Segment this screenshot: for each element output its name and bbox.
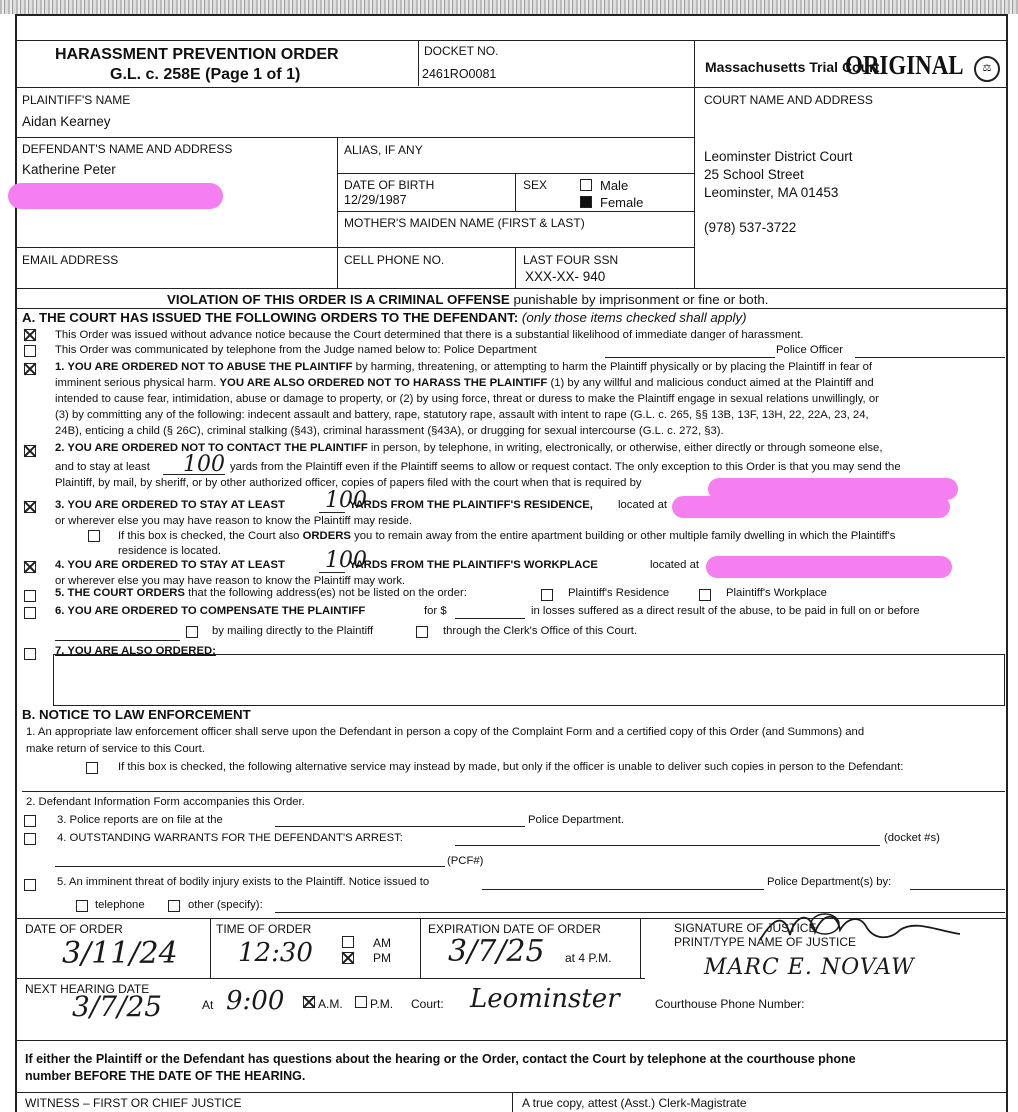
order-6-mail-label: by mailing directly to the Plaintiff bbox=[212, 625, 374, 637]
expiration-label: EXPIRATION DATE OF ORDER bbox=[428, 922, 601, 936]
time-of-order-label: TIME OF ORDER bbox=[216, 922, 312, 936]
signature-label: SIGNATURE OF JUSTICE bbox=[674, 921, 817, 935]
next-court-value: Leominster bbox=[470, 984, 620, 1014]
court-street: 25 School Street bbox=[704, 167, 804, 182]
notice-telephone-label: telephone bbox=[95, 899, 145, 911]
date-of-order-label: DATE OF ORDER bbox=[25, 922, 123, 936]
scan-header-strip bbox=[0, 0, 1018, 14]
order-5-workplace-checkbox[interactable] bbox=[699, 589, 711, 601]
time-pm-label: PM bbox=[373, 951, 391, 965]
order-2-line-c: Plaintiff, by mail, by sheriff, or by other authorized officer, copies of papers filed with the court when that is required by bbox=[55, 477, 642, 489]
courthouse-phone-label: Courthouse Phone Number: bbox=[655, 997, 805, 1011]
plaintiff-name: Aidan Kearney bbox=[22, 114, 111, 129]
next-am-label: A.M. bbox=[318, 997, 343, 1011]
court-city: Leominster, MA 01453 bbox=[704, 185, 839, 200]
justice-printed-name: MARC E. NOVAW bbox=[704, 955, 915, 980]
plaintiff-label: PLAINTIFF'S NAME bbox=[22, 93, 131, 107]
redaction-residence bbox=[672, 496, 950, 518]
time-am-label: AM bbox=[373, 936, 391, 950]
telephone-order-checkbox[interactable] bbox=[24, 345, 36, 357]
next-pm-checkbox[interactable] bbox=[355, 996, 367, 1008]
dob-value: 12/29/1987 bbox=[344, 193, 407, 207]
cell-phone-label: CELL PHONE NO. bbox=[344, 253, 445, 267]
order-2-stay-post: yards from the Plaintiff even if the Plaintiff seems to allow or request contact. The only exception to this Order is that you may send the bbox=[230, 461, 901, 473]
apartment-checkbox[interactable] bbox=[88, 530, 100, 542]
defendant-label: DEFENDANT'S NAME AND ADDRESS bbox=[22, 142, 233, 156]
alias-label: ALIAS, IF ANY bbox=[344, 143, 423, 157]
docket-label: DOCKET NO. bbox=[424, 44, 499, 58]
section-b-2: 2. Defendant Information Form accompanies this Order. bbox=[26, 796, 305, 808]
order-6-title: 6. YOU ARE ORDERED TO COMPENSATE THE PLAINTIFF bbox=[55, 605, 366, 617]
order-2-yards-value: 100 bbox=[183, 452, 225, 477]
next-am-checkbox[interactable] bbox=[303, 996, 315, 1008]
order-3-title-b: YARDS FROM THE PLAINTIFF'S RESIDENCE, bbox=[349, 499, 593, 511]
sex-female-checkbox[interactable] bbox=[580, 196, 592, 208]
order-5-checkbox[interactable] bbox=[24, 590, 36, 602]
next-at-label: At bbox=[202, 998, 214, 1012]
court-phone: (978) 537-3722 bbox=[704, 220, 797, 235]
expiration-value: 3/7/25 bbox=[448, 934, 545, 969]
ssn-label: LAST FOUR SSN bbox=[523, 253, 619, 267]
mother-maiden-label: MOTHER'S MAIDEN NAME (FIRST & LAST) bbox=[344, 216, 585, 230]
sex-female-label: Female bbox=[600, 195, 644, 210]
form-title: HARASSMENT PREVENTION ORDER bbox=[55, 46, 339, 63]
section-b-1-b: make return of service to this Court. bbox=[26, 743, 205, 755]
police-reports-checkbox[interactable] bbox=[24, 815, 36, 827]
order-6-clerk-checkbox[interactable] bbox=[416, 626, 428, 638]
justice-signature-icon bbox=[755, 910, 965, 950]
print-name-label: PRINT/TYPE NAME OF JUSTICE bbox=[674, 935, 857, 949]
police-officer-label: Police Officer bbox=[776, 344, 843, 356]
true-copy-label: A true copy, attest (Asst.) Clerk-Magistrate bbox=[522, 1096, 747, 1110]
defendant-name: Katherine Peter bbox=[22, 162, 116, 177]
order-4-located: located at bbox=[650, 559, 699, 571]
imminent-threat-checkbox[interactable] bbox=[24, 879, 36, 891]
order-1-line-a: 1. YOU ARE ORDERED NOT TO ABUSE THE PLAINTIFF by harming, threatening, or attempting to harm the Plaintiff physically or by placing the Plaintiff in fear of bbox=[55, 361, 873, 373]
warrants-checkbox[interactable] bbox=[24, 833, 36, 845]
order-2-stay-pre: and to stay at least bbox=[55, 461, 150, 473]
order-3-checkbox[interactable] bbox=[24, 501, 36, 513]
order-7-textbox[interactable] bbox=[53, 654, 1005, 706]
section-b-title: B. NOTICE TO LAW ENFORCEMENT bbox=[22, 707, 251, 722]
order-1-line-d: (3) by committing any of the following: indecent assault and battery, rape, statutory rape, assault with intent to rape (G.L. c. 265, §§ 13B, 13F, 13H, 22, 22A, 23, 24, bbox=[55, 409, 869, 421]
next-hearing-time: 9:00 bbox=[226, 986, 285, 1016]
order-3-line-b: or wherever else you may have reason to know the Plaintiff may reside. bbox=[55, 515, 413, 527]
order-6-for: for $ bbox=[424, 605, 447, 617]
order-5-residence-checkbox[interactable] bbox=[541, 589, 553, 601]
section-b-3-pre: 3. Police reports are on file at the bbox=[57, 814, 223, 826]
order-5-workplace-label: Plaintiff's Workplace bbox=[726, 587, 827, 599]
sex-label: SEX bbox=[523, 178, 548, 192]
order-5-text: 5. THE COURT ORDERS that the following address(es) not be listed on the order: bbox=[55, 587, 467, 599]
order-3-line-d: residence is located. bbox=[118, 545, 221, 557]
order-6-clerk-label: through the Clerk's Office of this Court. bbox=[443, 625, 638, 637]
order-3-line-c: If this box is checked, the Court also ORDERS you to remain away from the entire apartment building or other multiple family dwelling in which the Plaintiff's bbox=[118, 530, 896, 542]
date-of-order-value: 3/11/24 bbox=[62, 936, 178, 971]
next-hearing-date: 3/7/25 bbox=[72, 990, 163, 1023]
order-4-title-b: YARDS FROM THE PLAINTIFF'S WORKPLACE bbox=[349, 559, 598, 571]
next-hearing-label: NEXT HEARING DATE bbox=[25, 982, 150, 996]
original-stamp: ORIGINAL bbox=[845, 50, 964, 80]
email-label: EMAIL ADDRESS bbox=[22, 253, 119, 267]
order-2-line-a: 2. YOU ARE ORDERED NOT TO CONTACT THE PLAINTIFF in person, by telephone, in writing, electronically, or otherwise, either directly or through someone else, bbox=[55, 442, 883, 454]
section-b-1-c: If this box is checked, the following alternative service may instead by made, but only if the officer is unable to deliver such copies in person to the Defendant: bbox=[118, 761, 904, 773]
order-3-yards-value: 100 bbox=[325, 488, 367, 513]
order-6-checkbox[interactable] bbox=[24, 607, 36, 619]
order-2-checkbox[interactable] bbox=[24, 445, 36, 457]
sex-male-checkbox[interactable] bbox=[580, 179, 592, 191]
section-b-5-pre: 5. An imminent threat of bodily injury exists to the Plaintiff. Notice issued to bbox=[57, 876, 430, 888]
time-of-order-value: 12:30 bbox=[238, 938, 313, 968]
section-b-4-pcf: (PCF#) bbox=[447, 855, 484, 867]
court-system-title: Massachusetts Trial Court bbox=[705, 59, 880, 75]
expiration-suffix: at 4 P.M. bbox=[565, 951, 612, 965]
witness-label: WITNESS – FIRST OR CHIEF JUSTICE bbox=[25, 1096, 242, 1110]
court-name: Leominster District Court bbox=[704, 149, 853, 164]
order-4-checkbox[interactable] bbox=[24, 561, 36, 573]
order-1-line-c: intended to cause fear, intimidation, abuse or damage to property, or (2) by using force, threat or duress to make the Plaintiff engage in sexual relations unwillingly, or bbox=[55, 393, 879, 405]
redaction-defendant-address bbox=[8, 183, 223, 209]
telephone-order-text: This Order was communicated by telephone from the Judge named below to: Police Department bbox=[55, 344, 537, 356]
notice-telephone-checkbox[interactable] bbox=[76, 900, 88, 912]
court-seal-icon: ⚖ bbox=[974, 56, 1000, 82]
alt-service-checkbox[interactable] bbox=[86, 762, 98, 774]
order-1-line-e: 24B), enticing a child (§ 26C), criminal stalking (§43), criminal harassment (§43A), or drugging for sexual intercourse (G.L. c. 272, §3). bbox=[55, 425, 724, 437]
order-4-yards-value: 100 bbox=[325, 548, 367, 573]
redaction-workplace bbox=[706, 556, 952, 578]
docket-number: 2461RO0081 bbox=[422, 67, 497, 81]
notice-line-1: If either the Plaintiff or the Defendant has questions about the hearing or the Order, contact the Court by telephone at the courthouse phone bbox=[25, 1052, 856, 1066]
notice-line-2: number BEFORE THE DATE OF THE HEARING. bbox=[25, 1069, 306, 1083]
section-b-1-a: 1. An appropriate law enforcement officer shall serve upon the Defendant in person a copy of the Complaint Form and a certified copy of this Order (and Summons) and bbox=[26, 726, 865, 738]
order-1-checkbox[interactable] bbox=[24, 363, 36, 375]
order-4-title-a: 4. YOU ARE ORDERED TO STAY AT LEAST bbox=[55, 559, 285, 571]
order-1-line-b: imminent serious physical harm. YOU ARE ALSO ORDERED NOT TO HARASS THE PLAINTIFF (1) by any willful and malicious conduct aimed at the Plaintiff and bbox=[55, 377, 874, 389]
order-5-residence-label: Plaintiff's Residence bbox=[568, 587, 670, 599]
sex-male-label: Male bbox=[600, 178, 629, 193]
section-b-3-post: Police Department. bbox=[528, 814, 625, 826]
advance-notice-text: This Order was issued without advance notice because the Court determined that there is a substantial likelihood of immediate danger of harassment. bbox=[55, 329, 804, 341]
violation-banner: VIOLATION OF THIS ORDER IS A CRIMINAL OFFENSE punishable by imprisonment or fine or both. bbox=[167, 292, 769, 307]
order-3-located: located at bbox=[618, 499, 667, 511]
time-pm-checkbox[interactable] bbox=[342, 952, 354, 964]
section-a-title: A. THE COURT HAS ISSUED THE FOLLOWING ORDERS TO THE DEFENDANT: (only those items checked shall apply) bbox=[22, 310, 747, 325]
order-4-line-b: or wherever else you may have reason to know the Plaintiff may work. bbox=[55, 575, 406, 587]
time-am-checkbox[interactable] bbox=[342, 936, 354, 948]
section-b-5-post: Police Department(s) by: bbox=[767, 876, 892, 888]
section-b-4: 4. OUTSTANDING WARRANTS FOR THE DEFENDANT'S ARREST: bbox=[57, 832, 403, 844]
notice-other-checkbox[interactable] bbox=[168, 900, 180, 912]
dob-label: DATE OF BIRTH bbox=[344, 178, 435, 192]
order-7-checkbox[interactable] bbox=[24, 648, 36, 660]
notice-other-label: other (specify): bbox=[188, 899, 263, 911]
order-6-mail-checkbox[interactable] bbox=[186, 626, 198, 638]
advance-notice-checkbox[interactable] bbox=[24, 329, 36, 341]
order-6-losses: in losses suffered as a direct result of the abuse, to be paid in full on or before bbox=[531, 605, 920, 617]
form-subtitle: G.L. c. 258E (Page 1 of 1) bbox=[110, 66, 301, 83]
section-b-4-docket: (docket #s) bbox=[884, 832, 940, 844]
order-7-title: 7. YOU ARE ALSO ORDERED: bbox=[55, 645, 216, 657]
next-court-label: Court: bbox=[411, 997, 444, 1011]
order-3-title-a: 3. YOU ARE ORDERED TO STAY AT LEAST bbox=[55, 499, 285, 511]
next-pm-label: P.M. bbox=[370, 997, 394, 1011]
court-address-label: COURT NAME AND ADDRESS bbox=[704, 93, 873, 107]
ssn-value: XXX-XX- 940 bbox=[525, 269, 606, 284]
